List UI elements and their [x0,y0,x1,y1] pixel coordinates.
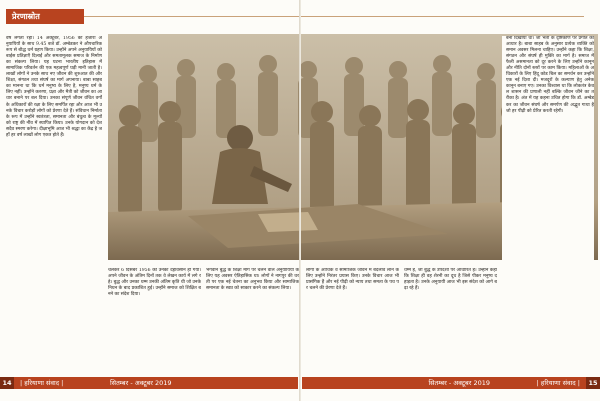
body-column-bottom-1: चलकर 6 दिसंबर 1956 को उनका देहावसान हो गया। अपने जीवन के अंतिम दिनों तक वे लेखन कार्य में लगे रहे। बुद्ध और उनका धम्म उनकी अंतिम कृति थी जो उनके निधन के बाद प्रकाशित हुई। उन्होंने समाज को शिक्षित बनने का संदेश दिया। [108,268,201,298]
magazine-name-right: | हरियाणा संवाद | [536,379,580,387]
issue-date-right: सितम्बर - अक्टूबर 2019 [428,379,490,387]
footer-left [0,377,298,389]
section-rule [84,16,584,17]
body-column-bottom-4: धम्म है, जो बुद्ध के उपदेशों पर आधारित है। उन्होंने कहा कि शिक्षा ही वह शेरनी का दूध है जिसे पीकर मनुष्य दहाड़ता है। उनके अनुयायी आज भी इस संदेश को आगे बढ़ा रहे हैं। [404,268,497,292]
page-spine [299,0,301,401]
page-number-left: 14 [0,377,14,389]
magazine-name-left: | हरियाणा संवाद | [20,379,64,387]
body-column-bottom-3: लोगों के आर्थिक व सामाजिक जीवन में बदलाव लाने के लिए उन्होंने निरंतर प्रयास किए। उनके विचार आज भी प्रासंगिक हैं और नई पीढ़ी को न्याय तथा समता के पथ पर चलने की प्रेरणा देते हैं। [306,268,399,292]
section-label: प्रेरणास्रोत [6,9,84,24]
body-column-right: बना दिखाया था। जो भर्ती के दृष्टिकोण पर प्रगति का आधार है। बाबा साहब के अनुसार प्रत्येक व्यक्ति को समान अवसर मिलना चाहिए। उन्होंने कहा कि शिक्षा, संगठन और संघर्ष ही मुक्ति का मार्ग है। समाज में फैली असमानता को दूर करने के लिए उन्होंने कानून और नीति दोनों स्तरों पर काम किया। महिलाओं के अधिकारों के लिए हिंदू कोड बिल का समर्थन कर उन्होंने एक नई दिशा दी। मजदूरों के कल्याण हेतु अनेक कानून बनाए गए। उनका विश्वास था कि लोकतंत्र केवल शासन की प्रणाली नहीं बल्कि जीवन जीने का तरीका है। अंत में यह कहना उचित होगा कि डॉ. अम्बेडकर का जीवन संघर्ष और समर्पण की अद्भुत गाथा है जो हर पीढ़ी को प्रेरित करती रहेगी। [502,36,594,370]
page-number-right: 15 [586,377,600,389]
footer-right [302,377,600,389]
body-column-bottom-2: भगवान बुद्ध के शिक्षा मार्ग पर चलने वाले अनुयायियों के लिए यह अवसर ऐतिहासिक था। लोगों ने नागपुर की धरती पर एक नई चेतना का अनुभव किया और सामाजिक समानता के स्वप्न को साकार करने का संकल्प लिया। [206,268,299,292]
body-column-left: वर्ष लगता रहा। 14 अक्टूबर, 1956 को हजारों अनुयायियों के साथ 9.45 बजे डॉ. अम्बेडकर ने औपचारिक रूप से बौद्ध धर्म ग्रहण किया। उन्होंने अपने अनुयायियों को बाईस प्रतिज्ञाएँ दिलाईं और समतामूलक समाज के निर्माण का संकल्प लिया। यह घटना भारतीय इतिहास में सामाजिक परिवर्तन की एक महत्वपूर्ण घड़ी मानी जाती है। लाखों लोगों ने उनके साथ नए जीवन की शुरुआत की और शिक्षा, संगठन तथा संघर्ष का मार्ग अपनाया। बाबा साहब का मानना था कि धर्म मनुष्य के लिए है, मनुष्य धर्म के लिए नहीं। उन्होंने करुणा, प्रज्ञा और मैत्री को जीवन का आधार बनाने पर बल दिया। उनका संपूर्ण जीवन वंचित वर्गों के अधिकारों की रक्षा के लिए समर्पित रहा और आज भी उनके विचार करोड़ों लोगों को प्रेरणा देते हैं। संविधान निर्माता के रूप में उन्होंने स्वतंत्रता, समानता और बंधुत्व के मूल्यों को राष्ट्र की नींव में स्थापित किया। उनके योगदान को देश सदैव स्मरण करेगा। दीक्षाभूमि आज भी श्रद्धा का केंद्र है जहाँ हर वर्ष लाखों लोग एकत्र होते हैं। [6,36,102,138]
issue-date-left: सितम्बर - अक्टूबर 2019 [110,379,172,387]
